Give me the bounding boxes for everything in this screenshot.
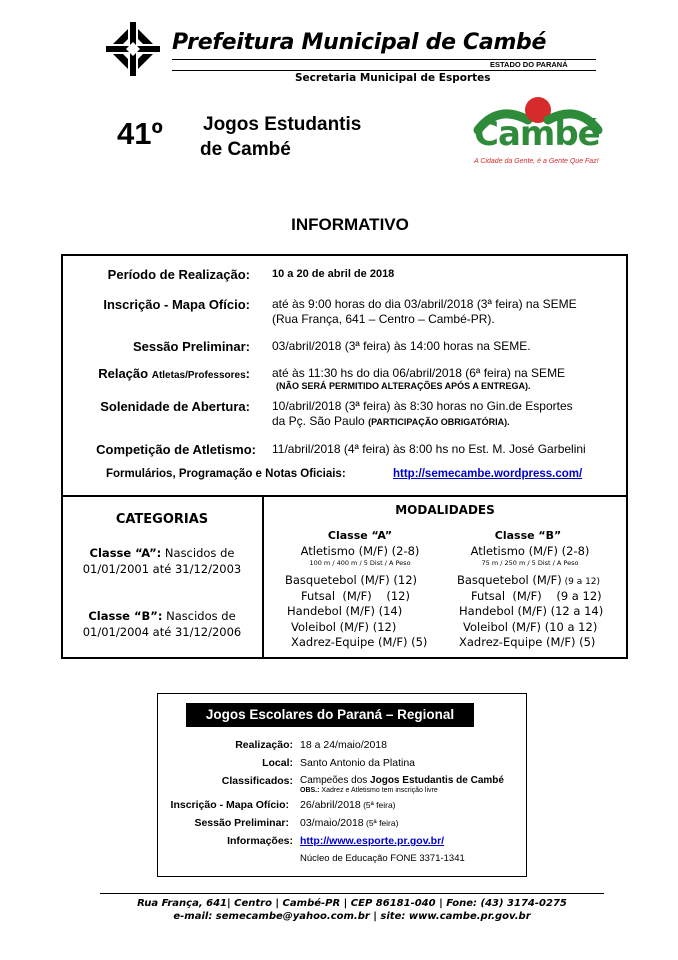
periodo-value: 10 a 20 de abril de 2018: [272, 268, 395, 280]
categoria-b-text1: Nascidos de: [162, 609, 236, 623]
informativo-title: INFORMATIVO: [291, 215, 409, 234]
sessao-value: 03/abril/2018 (3ª feira) às 14:00 horas na SEME.: [272, 339, 531, 353]
cambe-logo: [468, 94, 608, 170]
obs-label: OBS.:: [300, 787, 320, 794]
b-atletismo-sub: 75 m / 250 m / 5 Dist / A Peso: [481, 559, 579, 567]
b-item-basquetebol-suffix: (9 a 12): [561, 577, 601, 587]
b-item-futsal: Futsal (M/F) (9 a 12): [471, 589, 602, 603]
jogos-sessao-value: 03/maio/2018: [300, 817, 364, 829]
footer-address: Rua França, 641| Centro | Cambé-PR | CEP 86181-040 | Fone: (43) 3174-0275: [137, 898, 567, 909]
jogos-classificados-label: Classificados:: [221, 775, 293, 787]
atletismo-label: Competição de Atletismo:: [96, 442, 256, 457]
prefeitura-emblem: [106, 22, 160, 76]
logo-slogan: A Cidade da Gente, é a Gente Que Faz!: [474, 158, 599, 165]
categoria-b-text2: 01/01/2004 até 31/12/2006: [82, 625, 242, 639]
inscricao-line2: (Rua França, 641 – Centro – Cambé-PR).: [272, 312, 495, 326]
a-item-voleibol: Voleibol (M/F) (12): [291, 620, 397, 634]
inscricao-line1: até às 9:00 horas do dia 03/abril/2018 (3ª feira) na SEME: [272, 297, 577, 311]
classificados-bold: Jogos Estudantis de Cambé: [370, 775, 504, 786]
categoria-a-text1: Nascidos de: [161, 546, 235, 560]
jogos-realizacao-label: Realização:: [235, 739, 293, 751]
categoria-b-label: Classe “B”:: [88, 609, 163, 623]
logo-text: Cambé: [474, 114, 600, 154]
jogos-sessao-value-wrap: [300, 817, 398, 829]
jogos-info-label: Informações:: [227, 835, 293, 847]
relacao-line2: (NÃO SERÁ PERMITIDO ALTERAÇÕES APÓS A ENTREGA).: [276, 381, 531, 391]
relacao-label-main: Relação: [98, 366, 149, 381]
forms-label: Formulários, Programação e Notas Oficiais:: [106, 468, 346, 480]
b-item-basquetebol-wrap: [457, 573, 600, 587]
categoria-a: [62, 545, 262, 577]
periodo-label: Período de Realização:: [107, 267, 250, 282]
inscricao-label: Inscrição - Mapa Ofício:: [103, 297, 250, 312]
jogos-realizacao-value: 18 a 24/maio/2018: [300, 739, 387, 751]
jogos-local-label: Local:: [262, 757, 293, 769]
header-rule-bottom: [172, 70, 596, 71]
relacao-label-sub: Atletas/Professores: [151, 370, 246, 381]
footer-contact: e-mail: semecambe@yahoo.com.br | site: www.cambe.pr.gov.br: [173, 911, 531, 922]
relacao-line1: até às 11:30 hs do dia 06/abril/2018 (6ª feira) na SEME: [272, 366, 566, 380]
categorias-title: CATEGORIAS: [115, 512, 209, 527]
jogos-nucleo: Núcleo de Educação FONE 3371-1341: [300, 853, 465, 864]
jogos-sessao-day: (5ª feira): [363, 818, 399, 828]
prefeitura-title: Prefeitura Municipal de Cambé: [172, 30, 547, 55]
classificados-pre: Campeões dos: [300, 775, 371, 786]
relacao-label: [98, 366, 250, 381]
jogos-obs: [300, 787, 438, 794]
b-item-xadrez: Xadrez-Equipe (M/F) (5): [459, 635, 596, 649]
a-item-xadrez: Xadrez-Equipe (M/F) (5): [291, 635, 428, 649]
categories-divider: [262, 495, 264, 659]
event-name-line2: de Cambé: [200, 139, 291, 160]
obs-text: Xadrez e Atletismo tem inscrição livre: [319, 787, 438, 794]
a-atletismo: Atletismo (M/F) (2-8): [300, 544, 420, 558]
jogos-inscricao-day: (5ª feira): [360, 800, 396, 810]
solenidade-line2-wrap: [272, 414, 510, 430]
jogos-title: Jogos Escolares do Paraná – Regional: [186, 703, 474, 727]
solenidade-line2: da Pç. São Paulo: [272, 414, 365, 428]
jogos-classificados-value: [300, 775, 504, 786]
a-item-basquetebol: Basquetebol (M/F) (12): [285, 573, 418, 587]
state-label: ESTADO DO PARANÁ: [490, 60, 568, 69]
sessao-label: Sessão Preliminar:: [132, 339, 250, 354]
jogos-local-value: Santo Antonio da Platina: [300, 757, 416, 769]
atletismo-value: 11/abril/2018 (4ª feira) às 8:00 hs no Est. M. José Garbelini: [272, 442, 586, 456]
solenidade-label: Solenidade de Abertura:: [100, 399, 250, 414]
b-item-basquetebol: Basquetebol (M/F): [457, 573, 562, 587]
solenidade-note: (PARTICIPAÇÃO OBRIGATÓRIA).: [368, 417, 510, 427]
categoria-a-text2: 01/01/2001 até 31/12/2003: [82, 562, 242, 576]
b-atletismo: Atletismo (M/F) (2-8): [470, 544, 590, 558]
b-item-voleibol: Voleibol (M/F) (10 a 12): [463, 620, 598, 634]
emblem-icon: [106, 22, 160, 76]
a-atletismo-sub: 100 m / 400 m / 5 Dist / A Peso: [309, 559, 411, 567]
secretariat-label: Secretaria Municipal de Esportes: [295, 72, 491, 84]
categoria-a-label: Classe “A”:: [89, 546, 162, 560]
b-item-handebol: Handebol (M/F) (12 a 14): [459, 604, 604, 618]
forms-link[interactable]: http://semecambe.wordpress.com/: [393, 468, 583, 480]
relacao-label-colon: :: [245, 366, 250, 381]
event-name-line1: Jogos Estudantis: [203, 114, 362, 135]
event-number: 41º: [117, 116, 163, 151]
a-item-futsal: Futsal (M/F) (12): [301, 589, 410, 603]
classe-b-header: Classe “B”: [494, 529, 562, 542]
a-item-handebol: Handebol (M/F) (14): [287, 604, 403, 618]
jogos-inscricao-value: 26/abril/2018: [300, 799, 361, 811]
footer-rule: [100, 893, 604, 894]
jogos-info-link[interactable]: http://www.esporte.pr.gov.br/: [300, 835, 445, 847]
info-box-divider: [61, 495, 628, 497]
modalidades-title: MODALIDADES: [395, 503, 495, 517]
categoria-b: [62, 608, 262, 640]
jogos-inscricao-value-wrap: [300, 799, 396, 811]
classe-a-header: Classe “A”: [327, 529, 393, 542]
jogos-inscricao-label: Inscrição - Mapa Ofício:: [170, 799, 289, 811]
solenidade-line1: 10/abril/2018 (3ª feira) às 8:30 horas no Gin.de Esportes: [272, 399, 573, 413]
jogos-sessao-label: Sessão Preliminar:: [194, 817, 289, 829]
